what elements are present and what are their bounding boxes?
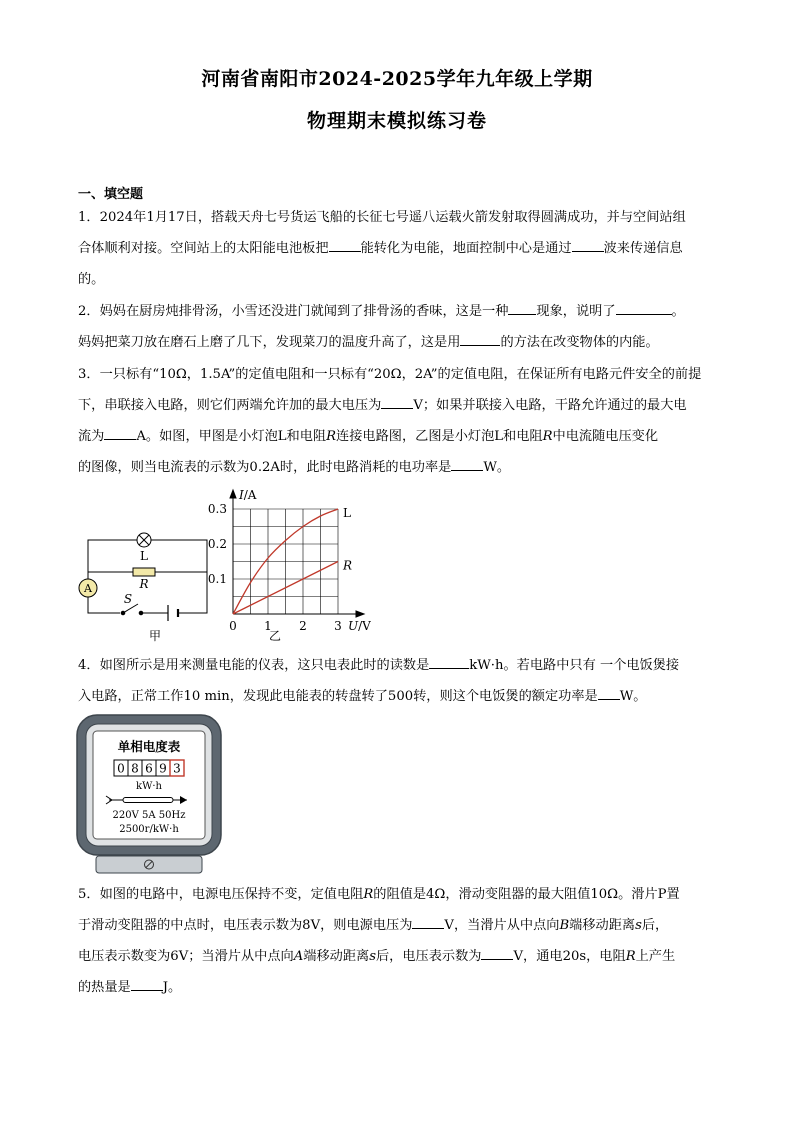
iu-graph [205, 484, 380, 644]
question-4 [78, 650, 723, 712]
resistor-label: R [139, 577, 149, 591]
meter-spec-1: 220V 5A 50Hz [112, 810, 186, 821]
chart-grid [233, 509, 338, 614]
x-tick-label: 3 [334, 619, 342, 633]
caption-yi: 乙 [268, 629, 282, 643]
q1-line-2: 合体顺利对接。空间站上的太阳能电池板把 能转化为电能，地面控制中心是通过 波来传递信息 [78, 233, 723, 264]
q5-line-4: 的热量是 J。 [78, 972, 723, 1003]
q1-line-3: 的。 [78, 272, 105, 287]
title-line-2: 物理期末模拟练习卷 [306, 110, 487, 132]
q3-line-2: 下，串联接入电路，则它们两端允许加的最大电压为 V；如果并联接入电路，干路允许通过的最大电 [78, 390, 723, 421]
x-tick-label: 1 [264, 619, 272, 633]
meter-digit: 8 [131, 761, 139, 776]
caption-jia: 甲 [148, 629, 162, 643]
meter-unit: kW·h [136, 781, 162, 792]
series-label-L: L [343, 506, 351, 520]
answer-blank[interactable] [381, 394, 413, 409]
answer-blank[interactable] [412, 914, 444, 929]
ammeter-label: A [84, 582, 92, 595]
answer-blank[interactable] [104, 425, 136, 440]
answer-blank[interactable] [481, 945, 513, 960]
series-label-R: R [343, 558, 353, 573]
title-line-1: 河南省南阳市2024-2025学年九年级上学期 [201, 68, 593, 90]
q4-line-2: 入电路，正常工作10 min，发现此电能表的转盘转了500转，则这个电饭煲的额定功率是 W。 [78, 681, 723, 712]
q3-line-4: 的图像，则当电流表的示数为0.2A时，此时电路消耗的电功率是 W。 [78, 452, 723, 483]
meter-reading [114, 760, 184, 776]
x-axis-label: U/V [348, 619, 371, 633]
circuit-diagram [74, 525, 214, 647]
y-tick-label: 0.1 [207, 572, 227, 586]
lamp-label: L [140, 549, 148, 563]
question-2 [78, 296, 723, 358]
electricity-meter [76, 714, 224, 876]
switch-label: S [123, 592, 133, 606]
q1-line-1: 1．2024年1月17日，搭载天舟七号货运飞船的长征七号遥八运载火箭发射取得圆满成功，并与空间站组 [78, 210, 686, 225]
meter-digit: 3 [173, 761, 181, 776]
answer-blank[interactable] [616, 300, 672, 315]
chart-ticks [208, 502, 342, 633]
answer-blank[interactable] [429, 654, 469, 669]
section-heading: 一、填空题 [78, 187, 144, 202]
y-tick-label: 0.2 [207, 537, 227, 551]
meter-digit: 0 [117, 761, 125, 776]
resistor-symbol [133, 568, 155, 576]
y-tick-label: 0.3 [207, 502, 227, 516]
y-axis-label: I/A [239, 488, 257, 502]
x-tick-label: 2 [299, 619, 307, 633]
q5-line-3: 电压表示数变为6V；当滑片从中点向A端移动距离s后，电压表示数为 V，通电20s，电阻R上产生 [78, 941, 723, 972]
answer-blank[interactable] [572, 237, 604, 252]
meter-spec-2: 2500r/kW·h [119, 824, 179, 835]
q5-line-1: 5．如图的电路中，电源电压保持不变，定值电阻R的阻值是4Ω，滑动变阻器的最大阻值10Ω。滑片P置 [78, 887, 680, 902]
answer-blank[interactable] [598, 685, 620, 700]
x-tick-label: 0 [229, 619, 237, 633]
chart-series [233, 506, 352, 614]
q2-line-1: 2．妈妈在厨房炖排骨汤，小雪还没进门就闻到了排骨汤的香味，这是一种 现象，说明了 。 [78, 296, 723, 327]
question-3 [78, 359, 723, 483]
answer-blank[interactable] [508, 300, 536, 315]
q5-line-2: 于滑动变阻器的中点时，电压表示数为8V，则电源电压为 V，当滑片从中点向B端移动距离s后， [78, 910, 723, 941]
q4-line-1: 4．如图所示是用来测量电能的仪表，这只电表此时的读数是 kW·h。若电路中只有 一个电饭煲接 [78, 650, 723, 681]
meter-digit: 9 [159, 761, 167, 776]
answer-blank[interactable] [460, 331, 500, 346]
question-1 [78, 202, 723, 295]
answer-blank[interactable] [329, 237, 361, 252]
meter-title: 单相电度表 [117, 739, 181, 754]
q2-line-2: 妈妈把菜刀放在磨石上磨了几下，发现菜刀的温度升高了，这是用 的方法在改变物体的内能。 [78, 327, 723, 358]
answer-blank[interactable] [131, 976, 163, 991]
q3-line-3: 流为 A。如图，甲图是小灯泡L和电阻R连接电路图，乙图是小灯泡L和电阻R中电流随电压变化 [78, 421, 723, 452]
y-axis-arrow-icon [230, 490, 236, 498]
meter-digit: 6 [145, 761, 153, 776]
answer-blank[interactable] [451, 456, 483, 471]
question-5 [78, 879, 723, 1003]
q3-line-1: 3．一只标有“10Ω，1.5A”的定值电阻和一只标有“20Ω，2A”的定值电阻，在保证所有电路元件安全的前提 [78, 367, 702, 382]
x-axis-arrow-icon [356, 611, 364, 617]
